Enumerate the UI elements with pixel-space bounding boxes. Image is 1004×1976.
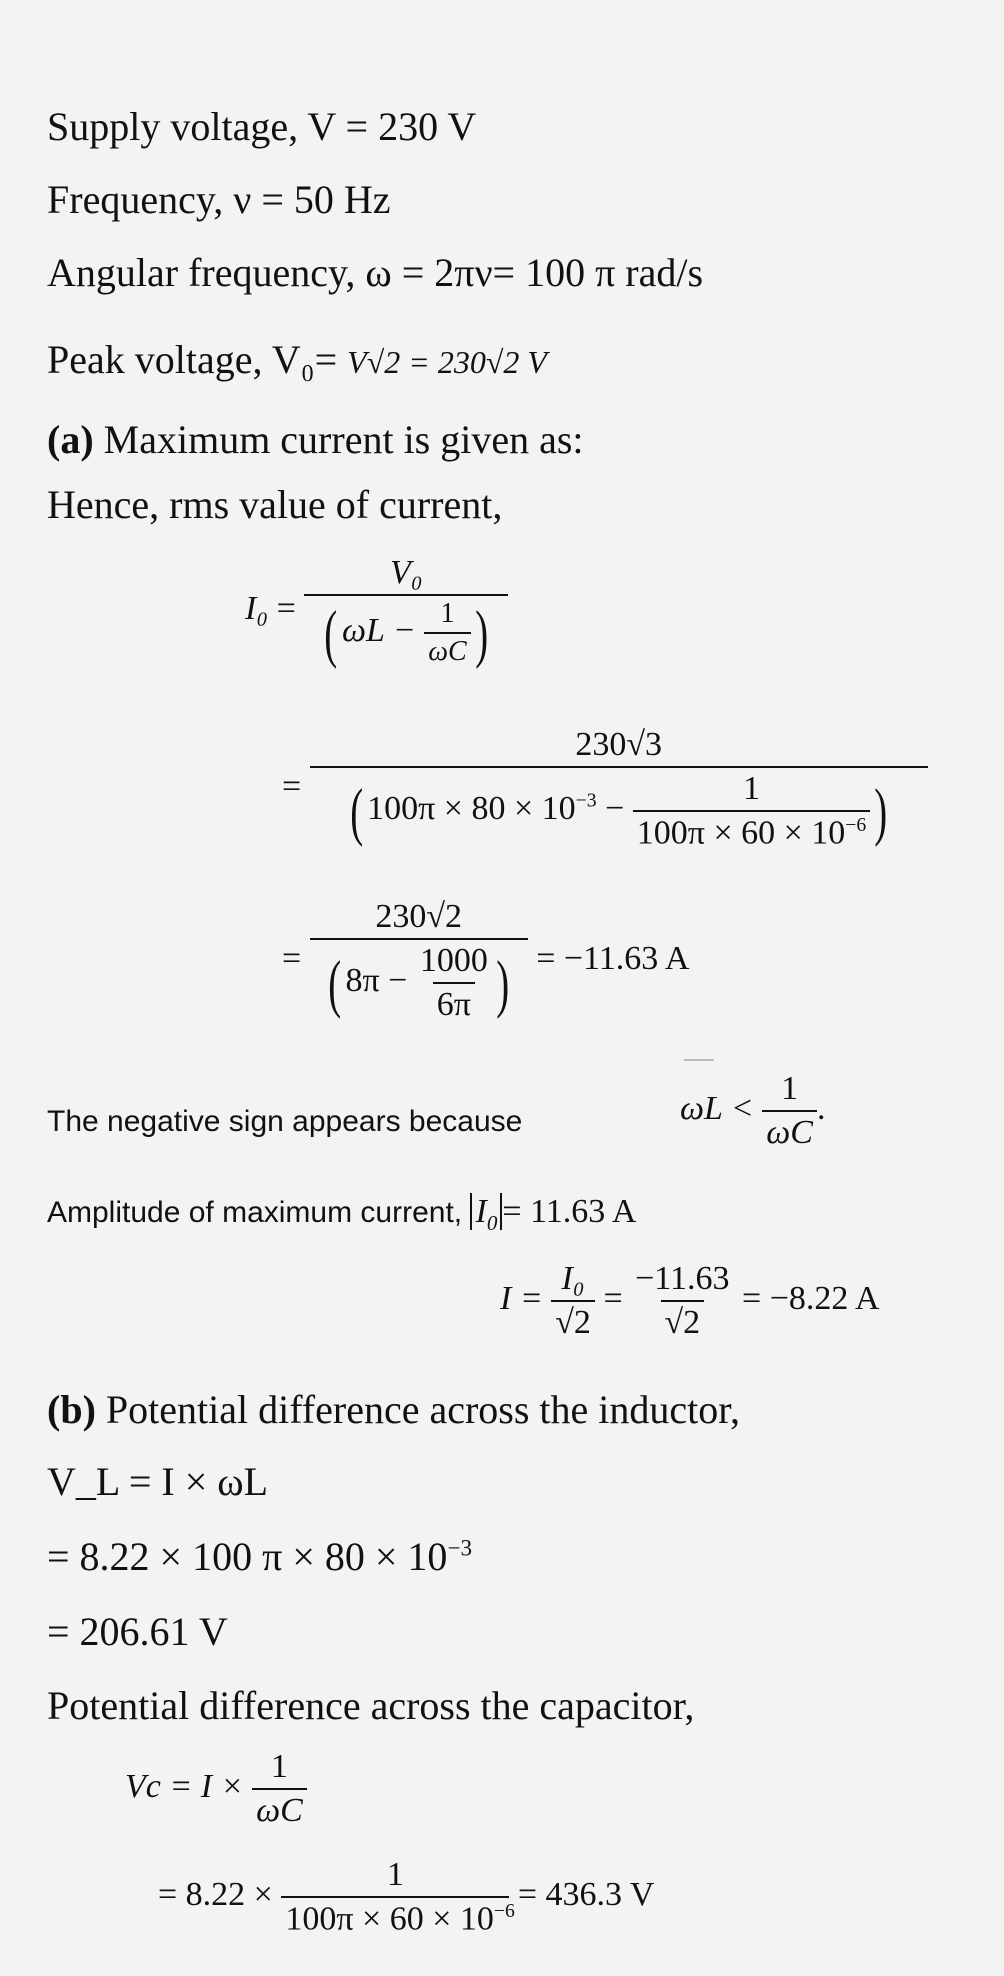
i0-numerator: V₀ — [390, 554, 423, 591]
step1-den-left-exp: −3 — [575, 789, 597, 812]
equation-vc-step — [158, 1858, 654, 1936]
rms-heading: Hence, rms value of current, — [47, 482, 503, 527]
condition-frac-num: 1 — [781, 1070, 799, 1107]
step1-denominator: ( $100\pi \times 80 \times 10^{-3}$ − $\frac{1}{100\pi \times 60 \times 10^{-6}}$ ) — [310, 766, 928, 850]
step2-den-left: 8π − — [345, 961, 408, 999]
part-b-label: (b) — [47, 1387, 96, 1432]
i-frac1-num: I₀ — [561, 1260, 585, 1297]
amplitude-line — [47, 1195, 636, 1234]
part-a-heading — [47, 417, 584, 462]
vc-step-frac-den-wrap — [281, 1896, 515, 1938]
step2-denominator: ( 8π − $\frac{1000}{6\pi}$ ) — [310, 938, 528, 1022]
vc-step-left: = 8.22 × — [158, 1875, 273, 1913]
step1-den-frac-den-exp: −6 — [845, 814, 867, 836]
equation-vc — [125, 1750, 307, 1828]
vc-result: = 436.3 V — [517, 1875, 655, 1913]
condition-frac-den: ωC — [762, 1110, 817, 1150]
vl-formula: V_L = I × ωL — [47, 1459, 269, 1504]
step1-den-left: 100π × 80 × 10 — [367, 789, 576, 827]
i-frac2-den: √2 — [661, 1300, 705, 1340]
condition-expression: ωL < $\frac{1}{\omega C}$ . — [680, 1070, 826, 1151]
step2-fraction — [310, 900, 528, 1022]
decorative-dash — [684, 1059, 714, 1061]
vl-step — [47, 1534, 473, 1579]
condition-left: ωL < — [680, 1089, 754, 1127]
vc-step-frac-den-exp: −6 — [493, 1900, 515, 1922]
equation-step1: = 230√3 ( $100\pi \times 80 \times 10^{-3}$ − $\frac{1}{100\pi \times 60 \times 10^{-6}}$ ) — [282, 728, 928, 850]
equation-i0: I₀ = V₀ ( ωL − $\frac{1}{\omega C}$ ) — [245, 556, 508, 666]
step2-result: = −11.63 A — [536, 939, 690, 977]
vc-step-frac-num: 1 — [386, 1856, 404, 1893]
vl-result: = 206.61 V — [47, 1609, 228, 1654]
amplitude-value: = 11.63 A — [502, 1193, 637, 1230]
amplitude-abs: $I_0$ — [470, 1193, 502, 1230]
step1-den-frac-num: 1 — [743, 770, 761, 807]
peak-voltage — [47, 337, 547, 382]
i0-denominator: ( ωL − $\frac{1}{\omega C}$ ) — [304, 594, 508, 666]
vl-step-base: = 8.22 × 100 π × 80 × 10 — [47, 1534, 448, 1579]
peak-voltage-label: Peak voltage, V₀= — [47, 337, 348, 382]
vc-frac-num: 1 — [270, 1748, 288, 1785]
step2-den-frac-num: 1000 — [419, 942, 488, 979]
step1-den-frac-den-wrap — [633, 810, 870, 850]
i-lhs: I = — [500, 1279, 543, 1317]
step1-numerator: 230√3 — [575, 726, 663, 763]
part-b-heading — [47, 1387, 740, 1432]
part-b-heading-text: Potential difference across the inductor, — [95, 1387, 740, 1432]
amplitude-text: Amplitude of maximum current, — [47, 1196, 463, 1229]
part-a-heading-text: Maximum current is given as: — [93, 417, 584, 462]
step2-den-frac-den: 6π — [433, 982, 475, 1022]
i-result: = −8.22 A — [742, 1279, 880, 1317]
angular-frequency: Angular frequency, ω = 2πν= 100 π rad/s — [47, 250, 704, 295]
step1-den-frac-den: 100π × 60 × 10 — [636, 814, 846, 852]
i-frac1-den: √2 — [551, 1300, 595, 1340]
equation-step2: = 230√2 ( 8π − $\frac{1000}{6\pi}$ ) = −11.63 A — [282, 898, 690, 1023]
i0-den-frac-den: ωC — [424, 632, 470, 666]
peak-voltage-expr: V√2 = 230√2 V — [347, 344, 547, 380]
step1-fraction — [310, 728, 928, 850]
vc-lhs: Vc = I × — [125, 1767, 244, 1805]
i0-lhs: I₀ — [245, 589, 269, 627]
frequency: Frequency, ν = 50 Hz — [47, 177, 391, 222]
vl-step-exp: −3 — [447, 1535, 473, 1562]
i-frac2-num: −11.63 — [635, 1260, 730, 1297]
capacitor-heading: Potential difference across the capacitor, — [47, 1683, 695, 1728]
i0-fraction — [304, 554, 508, 669]
negative-sign-text: The negative sign appears because — [47, 1105, 523, 1138]
step2-numerator: 230√2 — [375, 898, 463, 935]
supply-voltage: Supply voltage, V = 230 V — [47, 104, 477, 149]
vc-frac-den: ωC — [252, 1788, 307, 1828]
i0-den-left: ωL − — [341, 611, 416, 649]
equation-i-rms: I = $\frac{\text{I₀}}{√2}$ = $\frac{-11.63}{√2}$ = −8.22 A — [500, 1260, 880, 1341]
vc-step-frac-den: 100π × 60 × 10 — [285, 1900, 494, 1938]
part-a-label: (a) — [47, 417, 94, 462]
i0-den-frac-num: 1 — [440, 598, 455, 629]
